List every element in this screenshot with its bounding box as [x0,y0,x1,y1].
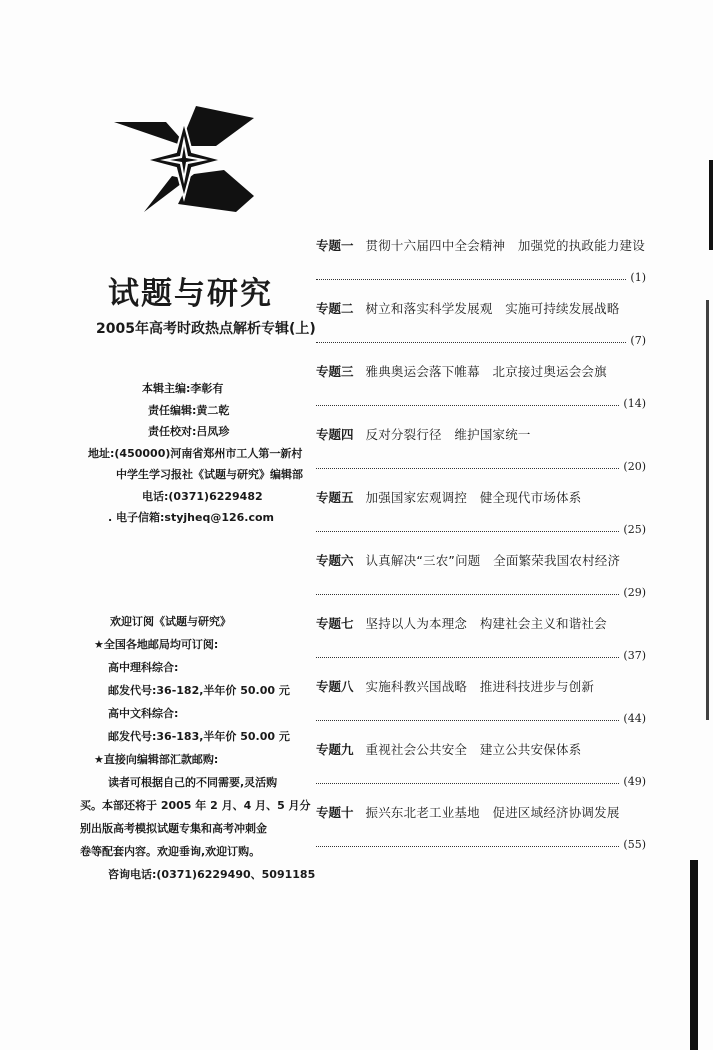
promo-line-2: 买。本部还将于 2005 年 2 月、4 月、5 月分 [80,799,311,812]
toc-leader-dots [316,719,619,721]
toc-item[interactable] [316,614,646,677]
toc-leader-dots [316,404,619,406]
toc-page-number: (29) [623,586,646,599]
toc-label: 专题二 [316,301,354,316]
toc-topic: 振兴东北老工业基地 促进区域经济协调发展 [365,805,620,820]
address-line-2: 中学生学习报社《试题与研究》编辑部 [116,468,303,481]
direct-order-note: ★直接向编辑部汇款邮购: [94,753,219,766]
scan-edge-shadow [709,160,713,250]
toc-item[interactable] [316,236,646,299]
toc-page-number: (20) [623,460,646,473]
toc-item[interactable] [316,740,646,803]
publisher-logo [104,100,264,220]
credits-block [86,378,320,529]
toc-item[interactable] [316,362,646,425]
toc-item[interactable] [316,803,646,866]
subscription-block [80,610,325,886]
toc-page-number: (25) [623,523,646,536]
toc-page-number: (37) [623,649,646,662]
toc-topic: 树立和落实科学发展观 实施可持续发展战略 [365,301,620,316]
toc-item[interactable] [316,551,646,614]
book-title: 试题与研究 [108,276,273,312]
toc-page-number: (49) [623,775,646,788]
book-subtitle: 2005年高考时政热点解析专辑(上) [96,321,316,337]
toc-item[interactable] [316,299,646,362]
toc-page-number: (1) [630,271,646,284]
toc-label: 专题七 [316,616,354,631]
post-office-note: ★全国各地邮局均可订阅: [94,638,219,651]
toc-topic: 认真解决“三农”问题 全面繁荣我国农村经济 [365,553,621,568]
toc-topic: 实施科教兴国战略 推进科技进步与创新 [365,679,595,694]
toc-topic: 重视社会公共安全 建立公共安保体系 [365,742,582,757]
proofreader: 责任校对:吕凤珍 [148,425,230,438]
toc-leader-dots [316,593,619,595]
toc-leader-dots [316,467,619,469]
table-of-contents [316,236,646,866]
toc-item[interactable] [316,677,646,740]
toc-topic: 雅典奥运会落下帷幕 北京接过奥运会会旗 [365,364,607,379]
promo-line-1: 读者可根据自己的不同需要,灵活购 [108,776,278,789]
toc-topic: 贯彻十六届四中全会精神 加强党的执政能力建设 [365,238,645,253]
toc-label: 专题四 [316,427,354,442]
toc-label: 专题九 [316,742,354,757]
toc-label: 专题三 [316,364,354,379]
toc-label: 专题八 [316,679,354,694]
promo-line-4: 卷等配套内容。欢迎垂询,欢迎订购。 [80,845,261,858]
science-code: 邮发代号:36-182,半年价 50.00 元 [108,684,290,697]
toc-leader-dots [316,341,626,343]
toc-label: 专题十 [316,805,354,820]
toc-topic: 加强国家宏观调控 健全现代市场体系 [365,490,582,505]
phone: 电话:(0371)6229482 [142,489,263,503]
toc-leader-dots [316,278,626,280]
arts-code: 邮发代号:36-183,半年价 50.00 元 [108,730,290,743]
science-label: 高中理科综合: [108,661,179,674]
subscription-heading: 欢迎订阅《试题与研究》 [110,615,231,628]
toc-item[interactable] [316,488,646,551]
toc-leader-dots [316,656,619,658]
toc-leader-dots [316,530,619,532]
toc-topic: 反对分裂行径 维护国家统一 [365,427,531,442]
toc-page-number: (7) [630,334,646,347]
toc-topic: 坚持以人为本理念 构建社会主义和谐社会 [365,616,607,631]
toc-page-number: (14) [623,397,646,410]
scan-edge-shadow [690,860,698,1050]
toc-label: 专题六 [316,553,354,568]
toc-item[interactable] [316,425,646,488]
toc-page-number: (55) [623,838,646,851]
toc-label: 专题五 [316,490,354,505]
toc-label: 专题一 [316,238,354,253]
chief-editor: 本辑主编:李彰有 [142,382,224,395]
arts-label: 高中文科综合: [108,707,179,720]
address-line-1: 地址:(450000)河南省郑州市工人第一新村 [88,446,303,460]
scan-edge-shadow [706,300,709,720]
toc-page-number: (44) [623,712,646,725]
responsible-editor: 责任编辑:黄二乾 [148,403,230,417]
email: . 电子信箱:styjheq@126.com [108,511,274,524]
toc-leader-dots [316,782,619,784]
toc-leader-dots [316,845,619,847]
promo-line-3: 别出版高考模拟试题专集和高考冲刺金 [80,822,267,835]
hotline: 咨询电话:(0371)6229490、5091185 [108,868,316,881]
